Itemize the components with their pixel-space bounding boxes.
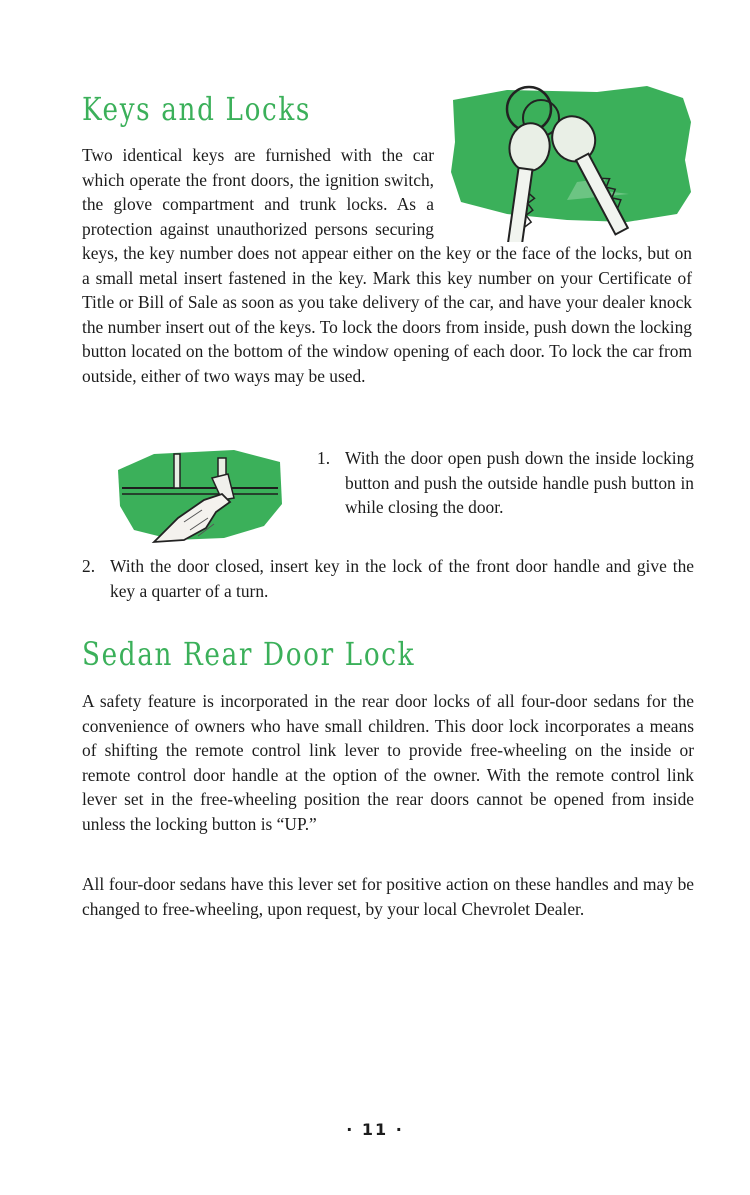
page-number: · 11 · <box>346 1120 404 1139</box>
list-item <box>317 446 694 520</box>
list-item-text: With the door open push down the inside locking button and push the outside handle push button in while closing the door. <box>345 448 694 517</box>
lock-method-list-2 <box>82 554 694 603</box>
door-lock-hand-illustration <box>114 448 286 544</box>
keys-paragraph-block <box>82 143 692 388</box>
keys-illustration-spacer <box>442 143 692 241</box>
lock-method-list-1 <box>317 446 694 520</box>
keys-paragraph: Two identical keys are furnished with the car which operate the front doors, the ignition switch, the glove compartment and trunk locks. As a protection against unauthorized persons securing keys, the key number does not appear either on the key or the face of the locks, but on a small metal insert fastened in the key. Mark this key number on your Certificate of Title or Bill of Sale as soon as you take delivery of the car, and have your dealer knock the number insert out of the keys. To lock the doors from inside, push down the locking button located on the bottom of the window opening of each door. To lock the car from outside, either of two ways may be used. <box>82 145 692 386</box>
section-heading-sedan-rear-door-lock: Sedan Rear Door Lock <box>82 635 416 673</box>
list-item-number: 2. <box>82 556 96 576</box>
section-heading-keys-and-locks: Keys and Locks <box>82 90 311 128</box>
sedan-paragraph-1: A safety feature is incorporated in the rear door locks of all four-door sedans for the convenience of owners who have small children. This door lock incorporates a means of shifting the remote control link lever to provide free-wheeling on the inside or remote control door handle at the option of the owner. With the remote control link lever set in the free-wheeling position the rear doors cannot be opened from inside unless the locking button is “UP.” <box>82 691 694 834</box>
list-item-number: 1. <box>317 448 331 468</box>
sedan-paragraph-2: All four-door sedans have this lever set for positive action on these handles and may be changed to free-wheeling, upon request, by your local Chevrolet Dealer. <box>82 874 694 919</box>
list-item <box>82 554 694 603</box>
list-item-text: With the door closed, insert key in the lock of the front door handle and give the key a quarter of a turn. <box>110 556 694 601</box>
